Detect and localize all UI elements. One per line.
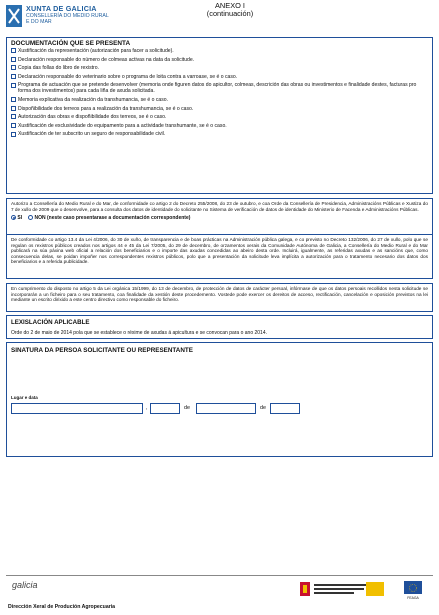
checkbox[interactable]: [11, 57, 16, 62]
document-item-label: Xustificación de exclusividade do equipamento para a actividade transhumante, se é o caso.: [18, 122, 227, 129]
checkbox[interactable]: [11, 106, 16, 111]
document-checkbox-item[interactable]: [11, 65, 428, 71]
documentation-title: DOCUMENTACIÓN QUE SE PRESENTA: [11, 40, 131, 47]
legislation-title: LEXISLACIÓN APLICABLE: [11, 319, 90, 326]
eu-flag-icon: [404, 581, 422, 593]
signature-section: SINATURA DA PERSOA SOLICITANTE OU REPRESENTANTE Lugar e data , de de: [6, 342, 433, 457]
logo-subtitle: CONSELLERÍA DO MEDIO RURAL E DO MAR: [26, 13, 109, 26]
document-item-label: Programa de actuación que se pretende desenvolver (memoria onde figuren datos do apicultor, colmeas, descrición das obras ou investimentos e finalidade destes, facturas pro forma dos investimentos) para cada liña de axuda solicitada.: [18, 82, 417, 95]
xunta-emblem-icon: [6, 5, 22, 27]
authorization-text: Autorizo a Consellería do Medio Rural e do Mar, de conformidade co artigo 2 do Decreto 255/2008, do 23 de outubro, e coa Orde da Consellería de Presidencia, Administracións Públicas e Xustiza do 7 de xullo de 2009 que o desenvolve, para a consulta dos datos de identidade do solicitante no Sistema de verificación de datos de identidade do Ministerio de Facenda e Administracións Públicas.: [11, 201, 428, 212]
document-item-label: Dispoñibilidade dos terreos para a realización da transhumancia, se é o caso.: [18, 105, 194, 112]
place-field[interactable]: [11, 403, 143, 414]
transparency-section: [6, 235, 433, 279]
checkbox[interactable]: [11, 97, 16, 102]
legislation-section: [6, 315, 433, 339]
logo-title: XUNTA DE GALICIA: [26, 4, 97, 13]
document-item-label: Xustificación de ter subscrito un seguro de responsabilidade civil.: [18, 131, 166, 138]
document-item-label: Autorización das obras e dispoñibilidade dos terreos, se é o caso.: [18, 114, 167, 121]
document-checkbox-item[interactable]: [11, 82, 428, 94]
option-yes[interactable]: SI: [11, 215, 22, 221]
legislation-text: Orde do 2 de maio de 2014 pola que se establece o réxime de axudas á apicultura e se convocan para o ano 2014.: [11, 330, 268, 336]
document-item-label: Xustificación da representación (autorización para facer a solicitude).: [18, 48, 174, 54]
day-field[interactable]: [150, 403, 180, 414]
document-checkbox-item[interactable]: [11, 106, 428, 112]
document-checkbox-item[interactable]: [11, 97, 428, 103]
annex-heading: [150, 2, 310, 19]
annex-title: ANEXO I: [215, 1, 245, 10]
authorization-options: [7, 214, 432, 223]
xunta-logo: [6, 3, 109, 33]
checkbox[interactable]: [11, 114, 16, 119]
footer-divider: [6, 575, 433, 576]
checkbox[interactable]: [11, 74, 16, 79]
month-field[interactable]: [196, 403, 256, 414]
document-checkbox-item[interactable]: [11, 74, 428, 80]
document-item-label: Declaración responsable do veterinario sobre o programa de loita contra a varroase, se é o caso.: [18, 73, 238, 80]
radio-yes[interactable]: [11, 215, 16, 220]
galicia-logo: galicia: [12, 580, 38, 590]
document-item-label: Declaración responsable do número de colmeas activas na data da solicitude.: [18, 56, 195, 63]
document-item-label: Memoria explicativa da realización da transhumancia, se é o caso.: [18, 96, 169, 103]
documentation-section: [6, 37, 433, 194]
checkbox[interactable]: [11, 83, 16, 88]
annex-subtitle: (continuación): [206, 9, 254, 19]
radio-no[interactable]: [28, 215, 33, 220]
eu-caption: FEAGA: [407, 596, 419, 600]
documentation-list: [7, 48, 432, 137]
government-emblem-icon: [300, 580, 385, 598]
document-checkbox-item[interactable]: [11, 48, 428, 54]
year-field[interactable]: [270, 403, 300, 414]
checkbox[interactable]: [11, 65, 16, 70]
data-protection-section: [6, 283, 433, 312]
document-checkbox-item[interactable]: [11, 114, 428, 120]
option-no[interactable]: NON (neste caso presentarase a documentación correspondente): [28, 215, 190, 221]
data-protection-text: En cumprimento do disposto no artigo 5 da Lei orgánica 15/1999, do 13 de decembro, de protección de datos de carácter persoal, infórmase de que os datos persoais recollidos nesta solicitude se incorporarán a un ficheiro para o seu tratamento, coa finalidade da xestión deste procedemento. Vostede pode exercer os dereitos de acceso, rectificación, cancelación e oposición previstos na lei mediante un escrito dirixido a este centro directivo como responsable do ficheiro.: [11, 286, 428, 303]
checkbox[interactable]: [11, 48, 16, 53]
place-date-label: Lugar e data: [11, 395, 38, 400]
document-item-label: Copia das follas do libro de rexistro.: [18, 65, 99, 72]
signature-title: SINATURA DA PERSOA SOLICITANTE OU REPRESENTANTE: [11, 347, 193, 354]
document-checkbox-item[interactable]: [11, 131, 428, 137]
checkbox[interactable]: [11, 132, 16, 137]
document-checkbox-item[interactable]: [11, 123, 428, 129]
document-checkbox-item[interactable]: [11, 57, 428, 63]
directorate-name: Dirección Xeral de Produción Agropecuaria: [8, 604, 116, 610]
checkbox[interactable]: [11, 123, 16, 128]
transparency-text: De conformidade co artigo 13.4 da Lei 4/2006, do 30 de xuño, de transparencia e de boas prácticas na Administración pública galega, e co previsto no Decreto 132/2006, do 27 de xullo, polo que se regulan os rexistros públicos creados nos artigos 44 e 45 da Lei 7/2005, do 29 de decembro, de orzamentos xerais da Comunidade Autónoma de Galicia, a Consellería do Medio Rural e do Mar publicará na súa páxina web oficial a relación dos beneficiarios e o importe das axudas concedidas ao abeiro desta orde. Incluirá, igualmente, as referidas axudas e as sancións que, como consecuencia delas, se poidan impoñer nos correspondentes rexistros públicos, polo que a presentación da solicitude leva implícita a autorización para o tratamento necesario dos datos dos beneficiarios e a referida publicidade.: [11, 237, 428, 265]
authorization-section: [6, 198, 433, 235]
